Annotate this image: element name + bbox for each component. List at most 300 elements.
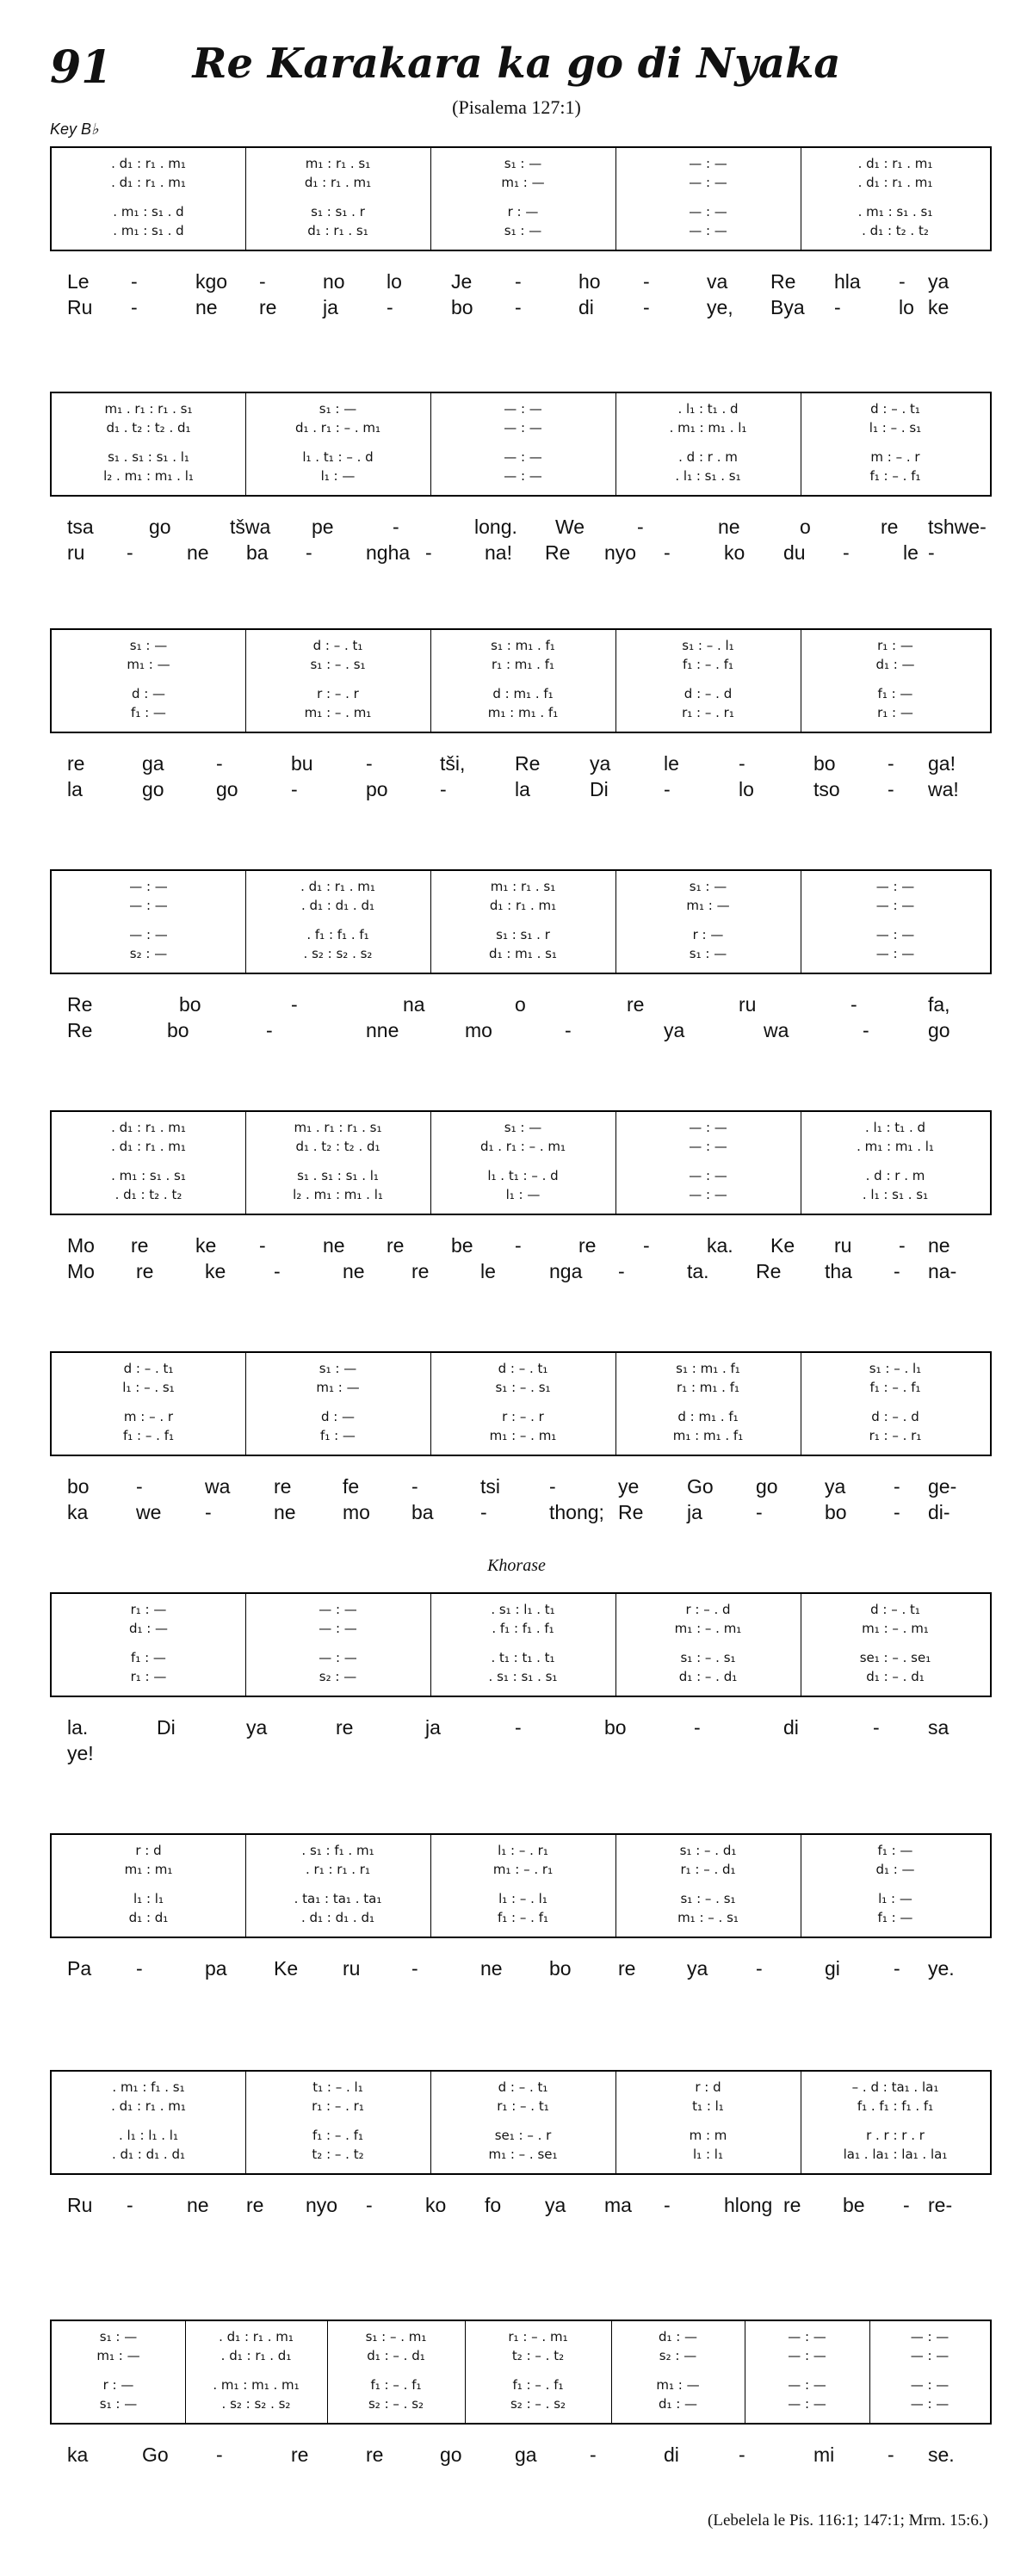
measure-notes: . d₁ : r₁ . m₁	[219, 2329, 294, 2344]
lyric-syllable: ba	[411, 1501, 434, 1523]
measure-notes: r₁ : – . r₁	[869, 1428, 922, 1443]
lyric-syllable: hla	[834, 270, 861, 293]
measure-notes: — : —	[129, 898, 168, 913]
measure-notes: — : —	[504, 468, 542, 484]
lyric-syllable: -	[928, 541, 935, 564]
measure-notes: l₁ : —	[320, 468, 356, 484]
lyric-syllable: re	[246, 2194, 264, 2216]
lyric-syllable: nne	[366, 1019, 399, 1041]
measure-notes: l₁ : – . l₁	[498, 1891, 547, 1906]
measure-notes: l₂ . m₁ : m₁ . l₁	[103, 468, 194, 484]
measure-notes: — : —	[319, 1650, 357, 1665]
measure-notes: f₁ : —	[877, 686, 913, 701]
lyric-syllable: -	[843, 541, 850, 564]
measure-notes: — : —	[319, 1621, 357, 1636]
music-system	[50, 628, 990, 804]
lyric-syllable: ga	[142, 752, 164, 775]
lyric-syllable: go	[928, 1019, 950, 1041]
lyric-line	[50, 1475, 990, 1501]
lyric-syllable: ne	[718, 516, 740, 538]
measure-notes: m₁ : —	[501, 175, 545, 190]
lyric-syllable: -	[664, 778, 671, 800]
lyric-syllable: Re	[756, 1260, 782, 1282]
measure-notes: m₁ . r₁ : r₁ . s₁	[104, 401, 193, 417]
lyric-syllable: va	[707, 270, 728, 293]
lyric-syllable: re	[627, 993, 645, 1016]
measure-notes: f₁ : —	[877, 1843, 913, 1858]
lyric-syllable: Ru	[67, 296, 93, 318]
measure-notes: — : —	[129, 879, 168, 894]
lyric-syllable: re	[578, 1234, 597, 1257]
measure-notes: f₁ : —	[877, 1910, 913, 1925]
measure-notes: r₁ : —	[130, 1669, 167, 1684]
lyric-syllable: -	[664, 2194, 671, 2216]
lyric-syllable: pa	[205, 1957, 227, 1980]
measure-notes: . d : r . m	[865, 1168, 925, 1183]
lyric-syllable: ka	[67, 1501, 89, 1523]
measure-notes: l₂ . m₁ : m₁ . l₁	[293, 1187, 383, 1202]
lyric-syllable: go	[440, 2443, 462, 2466]
lyric-syllable: -	[259, 1234, 266, 1257]
lyric-syllable: Di	[590, 778, 609, 800]
measure-notes: r : d	[695, 2079, 721, 2095]
measure-notes: r : – . r	[502, 1409, 544, 1424]
measure-notes: t₁ : – . l₁	[312, 2079, 363, 2095]
measure-notes: — : —	[788, 2348, 826, 2363]
lyric-line	[50, 993, 990, 1019]
lyric-syllable: Mo	[67, 1234, 95, 1257]
measure-notes: s₂ : —	[129, 946, 168, 961]
measure-notes: — : —	[129, 927, 168, 942]
measure-notes: . l₁ : t₁ . d	[864, 1120, 926, 1135]
measure-notes: . m₁ : f₁ . s₁	[112, 2079, 185, 2095]
measure-notes: . m₁ : s₁ . s₁	[111, 1168, 186, 1183]
lyric-syllable: ko	[425, 2194, 447, 2216]
staff-box	[50, 146, 992, 251]
voice-row	[52, 222, 990, 239]
measure-notes: r : d	[135, 1843, 162, 1858]
lyric-syllable: ma	[604, 2194, 632, 2216]
lyric-syllable: -	[664, 541, 671, 564]
lyric-syllable: -	[131, 296, 138, 318]
staff-box	[50, 1592, 992, 1697]
measure-notes: m₁ . r₁ : r₁ . s₁	[294, 1120, 382, 1135]
measure-notes: l₁ : – . r₁	[498, 1843, 548, 1858]
voice-row	[52, 1649, 990, 1666]
lyric-syllable: ho	[578, 270, 601, 293]
lyrics-block	[50, 2194, 990, 2220]
measure-notes: s₁ . s₁ : s₁ . l₁	[108, 449, 189, 465]
staff-box	[50, 2070, 992, 2175]
measure-notes: . l₁ : s₁ . s₁	[862, 1187, 929, 1202]
measure-notes: — : —	[910, 2329, 949, 2344]
lyric-line	[50, 541, 990, 567]
lyric-syllable: ya	[687, 1957, 708, 1980]
measure-notes: d₁ . t₂ : t₂ . d₁	[295, 1139, 380, 1154]
measure-notes: f₁ : – . f₁	[498, 1910, 548, 1925]
voice-row	[52, 2395, 990, 2412]
measure-notes: d₁ : m₁ . s₁	[489, 946, 557, 961]
lyric-syllable: -	[291, 778, 298, 800]
lyric-syllable: ke	[195, 1234, 217, 1257]
music-system	[50, 1351, 990, 1527]
staff-box	[50, 1110, 992, 1215]
lyric-syllable: Go	[142, 2443, 169, 2466]
measure-notes: . s₂ : s₂ . s₂	[221, 2396, 291, 2412]
measure-notes: r₁ : —	[877, 705, 913, 720]
measure-notes: f₁ : – . f₁	[683, 657, 733, 672]
lyric-syllable: ne	[187, 541, 209, 564]
lyric-syllable: pe	[312, 516, 334, 538]
voice-row	[52, 2146, 990, 2163]
lyric-syllable: -	[549, 1475, 556, 1498]
lyric-syllable: ba	[246, 541, 269, 564]
measure-notes: s₁ : – . s₁	[680, 1650, 736, 1665]
measure-notes: . d₁ : r₁ . m₁	[111, 2098, 186, 2114]
lyric-syllable: o	[515, 993, 526, 1016]
lyric-line	[50, 1716, 990, 1742]
music-system	[50, 2320, 990, 2469]
measure-notes: . d₁ : r₁ . m₁	[857, 156, 933, 171]
measure-notes: d₁ : r₁ . s₁	[307, 223, 368, 238]
measure-notes: . t₁ : t₁ . t₁	[491, 1650, 555, 1665]
lyric-line	[50, 516, 990, 541]
music-system	[50, 869, 990, 1045]
lyric-syllable: -	[894, 1260, 900, 1282]
measure-notes: . d₁ : t₂ . t₂	[862, 223, 929, 238]
measure-notes: . d₁ : r₁ . m₁	[857, 175, 933, 190]
lyric-syllable: -	[894, 1475, 900, 1498]
staff-box	[50, 1351, 992, 1456]
lyric-syllable: -	[899, 1234, 906, 1257]
voice-row	[52, 704, 990, 721]
measure-notes: r : —	[692, 927, 724, 942]
measure-notes: . m₁ : m₁ . l₁	[669, 420, 747, 436]
measure-notes: . f₁ : f₁ . f₁	[492, 1621, 554, 1636]
lyric-syllable: -	[590, 2443, 597, 2466]
lyric-syllable: ya	[664, 1019, 685, 1041]
measure-notes: l₁ : l₁	[133, 1891, 164, 1906]
measure-notes: . d₁ : d₁ . d₁	[300, 898, 375, 913]
lyric-syllable: -	[756, 1957, 763, 1980]
lyric-line	[50, 1234, 990, 1260]
lyric-syllable: -	[216, 752, 223, 775]
lyric-syllable: re	[136, 1260, 154, 1282]
key-signature: Key B♭	[50, 120, 99, 138]
measure-notes: m₁ : —	[96, 2348, 140, 2363]
lyric-syllable: ka	[67, 2443, 89, 2466]
measure-notes: . s₁ : f₁ . m₁	[301, 1843, 374, 1858]
measure-notes: d₁ . r₁ : – . m₁	[294, 420, 381, 436]
lyric-syllable: -	[127, 2194, 133, 2216]
lyric-syllable: -	[643, 296, 650, 318]
lyric-syllable: se.	[928, 2443, 955, 2466]
lyric-line	[50, 1019, 990, 1045]
measure-notes: d₁ : r₁ . m₁	[304, 175, 372, 190]
lyric-syllable: na!	[485, 541, 512, 564]
measure-notes: s₁ : —	[504, 156, 542, 171]
measure-notes: — : —	[504, 401, 542, 417]
music-system	[50, 2070, 990, 2220]
measure-notes: m : – . r	[870, 449, 920, 465]
lyric-syllable: -	[440, 778, 447, 800]
measure-notes: d₁ : – . d₁	[367, 2348, 425, 2363]
measure-notes: — : —	[875, 946, 915, 961]
lyric-syllable: bo	[825, 1501, 847, 1523]
measure-notes: t₂ : – . t₂	[511, 2348, 565, 2363]
lyric-line	[50, 1742, 990, 1768]
lyric-syllable: -	[205, 1501, 212, 1523]
measure-notes: — : —	[910, 2348, 949, 2363]
lyric-syllable: ye,	[707, 296, 733, 318]
measure-notes: s₁ : – . l₁	[869, 1361, 922, 1376]
lyric-line	[50, 2443, 990, 2469]
measure-notes: — : —	[788, 2329, 826, 2344]
measure-notes: . r₁ : r₁ . r₁	[306, 1862, 370, 1877]
lyric-syllable: -	[863, 1019, 869, 1041]
measure-notes: d₁ : —	[658, 2329, 698, 2344]
lyric-syllable: -	[756, 1501, 763, 1523]
lyric-syllable: ne	[928, 1234, 950, 1257]
lyrics-block	[50, 1957, 990, 1983]
lyric-syllable: ya	[545, 2194, 566, 2216]
lyric-syllable: -	[136, 1475, 143, 1498]
lyric-syllable: be	[451, 1234, 473, 1257]
lyric-syllable: Bya	[770, 296, 805, 318]
measure-notes: r₁ : —	[877, 638, 913, 653]
measure-notes: d₁ : r₁ . m₁	[489, 898, 557, 913]
lyric-syllable: nyo	[306, 2194, 338, 2216]
measure-notes: s₁ : – . s₁	[495, 1380, 551, 1395]
lyrics-block	[50, 1716, 990, 1768]
lyric-syllable: ngha	[366, 541, 411, 564]
measure-notes: m₁ : – . m₁	[489, 1428, 557, 1443]
lyric-syllable: ru	[343, 1957, 361, 1980]
lyric-syllable: lo	[387, 270, 402, 293]
lyric-line	[50, 1957, 990, 1983]
lyric-syllable: -	[888, 2443, 894, 2466]
measure-notes: d : —	[320, 1409, 356, 1424]
measure-notes: . m₁ : s₁ . s₁	[857, 204, 933, 219]
measure-notes: s₁ : —	[99, 2329, 138, 2344]
lyric-syllable: we	[136, 1501, 162, 1523]
voice-row	[52, 448, 990, 466]
voice-row	[52, 1668, 990, 1685]
measure-notes: — : —	[689, 1187, 727, 1202]
voice-row	[52, 174, 990, 191]
measure-notes: s₁ : —	[99, 2396, 138, 2412]
lyric-syllable: ga	[515, 2443, 537, 2466]
measure-notes: — : —	[689, 1120, 727, 1135]
chorus-label: Khorase	[487, 1556, 546, 1575]
lyric-syllable: -	[834, 296, 841, 318]
staff-box	[50, 1833, 992, 1938]
lyric-syllable: Je	[451, 270, 473, 293]
lyric-syllable: re	[618, 1957, 636, 1980]
lyric-syllable: bo	[451, 296, 473, 318]
lyric-syllable: -	[127, 541, 133, 564]
hymn-title: Re Karakara ka go di Nyaka	[192, 40, 841, 88]
voice-row	[52, 155, 990, 172]
lyric-syllable: -	[894, 1957, 900, 1980]
lyric-syllable: We	[555, 516, 585, 538]
voice-row	[52, 419, 990, 436]
lyric-syllable: mo	[465, 1019, 492, 1041]
measure-notes: se₁ : – . r	[494, 2128, 552, 2143]
measure-notes: m₁ : —	[656, 2377, 700, 2393]
lyric-syllable: go	[216, 778, 238, 800]
measure-notes: d : – . t₁	[870, 1602, 920, 1617]
measure-notes: . d₁ : d₁ . d₁	[300, 1910, 375, 1925]
lyric-syllable: du	[783, 541, 806, 564]
voice-row	[52, 2097, 990, 2115]
measure-notes: s₂ : – . s₂	[510, 2396, 566, 2412]
measure-notes: d : – . t₁	[123, 1361, 174, 1376]
measure-notes: d : m₁ . f₁	[677, 1409, 739, 1424]
voice-row	[52, 685, 990, 702]
lyric-syllable: -	[894, 1501, 900, 1523]
lyric-line	[50, 296, 990, 322]
voice-row	[52, 2328, 990, 2345]
measure-notes: m : – . r	[123, 1409, 174, 1424]
lyric-syllable: -	[515, 1234, 522, 1257]
lyrics-block	[50, 752, 990, 804]
lyric-syllable: re	[336, 1716, 354, 1739]
lyric-syllable: -	[515, 296, 522, 318]
lyric-syllable: kgo	[195, 270, 228, 293]
measure-notes: f₁ : – . f₁	[512, 2377, 564, 2393]
measure-notes: s₁ : —	[689, 879, 727, 894]
measure-notes: d₁ . t₂ : t₂ . d₁	[106, 420, 191, 436]
lyric-syllable: ye	[618, 1475, 640, 1498]
lyric-syllable: tši,	[440, 752, 466, 775]
voice-row	[52, 897, 990, 914]
measure-notes: — : —	[788, 2396, 826, 2412]
measure-notes: l₁ : l₁	[693, 2147, 723, 2162]
lyric-syllable: -	[411, 1475, 418, 1498]
measure-notes: f₁ : —	[131, 705, 166, 720]
lyric-syllable: o	[800, 516, 811, 538]
lyric-syllable: Re	[770, 270, 796, 293]
measure-notes: — : —	[875, 898, 915, 913]
lyric-syllable: ru	[739, 993, 757, 1016]
lyric-syllable: ya	[825, 1475, 846, 1498]
measure-notes: t₁ : l₁	[692, 2098, 724, 2114]
voice-row	[52, 1379, 990, 1396]
measure-notes: m₁ : – . m₁	[674, 1621, 742, 1636]
measure-notes: r₁ : m₁ . f₁	[492, 657, 554, 672]
lyric-syllable: ko	[724, 541, 745, 564]
measure-notes: f₁ : —	[131, 1650, 166, 1665]
measure-notes: l₁ : —	[505, 1187, 541, 1202]
lyric-syllable: ye!	[67, 1742, 94, 1764]
lyrics-block	[50, 1475, 990, 1527]
lyric-syllable: -	[136, 1957, 143, 1980]
measure-notes: s₁ : —	[504, 1120, 542, 1135]
lyric-syllable: -	[888, 752, 894, 775]
measure-notes: — : —	[689, 1168, 727, 1183]
lyric-syllable: fa,	[928, 993, 950, 1016]
lyric-syllable: re	[411, 1260, 430, 1282]
measure-notes: m₁ : – . m₁	[862, 1621, 929, 1636]
lyric-syllable: Di	[157, 1716, 176, 1739]
lyric-syllable: re	[274, 1475, 292, 1498]
music-system	[50, 146, 990, 322]
measure-notes: — : —	[689, 1139, 727, 1154]
lyric-syllable: ru	[67, 541, 85, 564]
measure-notes: . s₂ : s₂ . s₂	[303, 946, 373, 961]
lyric-syllable: wa	[205, 1475, 231, 1498]
lyric-syllable: fe	[343, 1475, 360, 1498]
music-system	[50, 1110, 990, 1286]
measure-notes: m₁ : – . s₁	[677, 1910, 739, 1925]
lyric-syllable: be	[843, 2194, 865, 2216]
measure-notes: . d₁ : r₁ . m₁	[111, 156, 186, 171]
voice-row	[52, 2347, 990, 2364]
lyric-syllable: ne	[195, 296, 218, 318]
measure-notes: se₁ : – . se₁	[859, 1650, 931, 1665]
measure-notes: d₁ . r₁ : – . m₁	[479, 1139, 566, 1154]
lyric-syllable: -	[888, 778, 894, 800]
measure-notes: m₁ : – . m₁	[304, 705, 372, 720]
lyric-syllable: tsi	[480, 1475, 500, 1498]
lyric-syllable: di	[783, 1716, 799, 1739]
lyric-syllable: Re	[67, 1019, 93, 1041]
measure-notes: . f₁ : f₁ . f₁	[306, 927, 369, 942]
measure-notes: s₁ : – . d₁	[679, 1843, 737, 1858]
measure-notes: r₁ : —	[130, 1602, 167, 1617]
staff-box	[50, 628, 992, 733]
measure-notes: — : —	[910, 2396, 949, 2412]
measure-notes: f₁ : —	[320, 1428, 356, 1443]
lyric-syllable: Le	[67, 270, 90, 293]
lyric-syllable: -	[259, 270, 266, 293]
measure-notes: . d₁ : r₁ . d₁	[220, 2348, 292, 2363]
measure-notes: s₁ : —	[319, 401, 357, 417]
measure-notes: r₁ : – . r₁	[312, 2098, 364, 2114]
measure-notes: — : —	[319, 1602, 357, 1617]
lyric-syllable: ru	[834, 1234, 852, 1257]
lyric-syllable: Pa	[67, 1957, 92, 1980]
lyric-syllable: ge-	[928, 1475, 957, 1498]
measure-notes: d : – . d	[684, 686, 733, 701]
lyric-syllable: re	[67, 752, 85, 775]
measure-notes: . m₁ : s₁ . d	[113, 223, 184, 238]
voice-row	[52, 878, 990, 895]
lyric-syllable: go	[142, 778, 164, 800]
lyric-syllable: re	[783, 2194, 801, 2216]
measure-notes: f₁ : – . f₁	[123, 1428, 174, 1443]
lyric-syllable: lo	[899, 296, 914, 318]
measure-notes: . m₁ : m₁ . m₁	[213, 2377, 300, 2393]
lyric-syllable: -	[643, 1234, 650, 1257]
voice-row	[52, 637, 990, 654]
lyric-syllable: -	[903, 2194, 910, 2216]
measure-notes: — : —	[875, 927, 915, 942]
measure-notes: m₁ : r₁ . s₁	[490, 879, 556, 894]
measure-notes: m₁ : m₁ . f₁	[672, 1428, 744, 1443]
measure-notes: d₁ : —	[658, 2396, 698, 2412]
measure-notes: r : —	[102, 2377, 134, 2393]
measure-notes: . d₁ : d₁ . d₁	[111, 2147, 186, 2162]
lyric-syllable: le	[480, 1260, 496, 1282]
measure-notes: s₂ : – . s₂	[368, 2396, 424, 2412]
lyric-syllable: -	[480, 1501, 487, 1523]
voice-row	[52, 2376, 990, 2394]
lyric-syllable: wa	[764, 1019, 789, 1041]
measure-notes: s₁ : – . m₁	[365, 2329, 427, 2344]
voice-row	[52, 1167, 990, 1184]
